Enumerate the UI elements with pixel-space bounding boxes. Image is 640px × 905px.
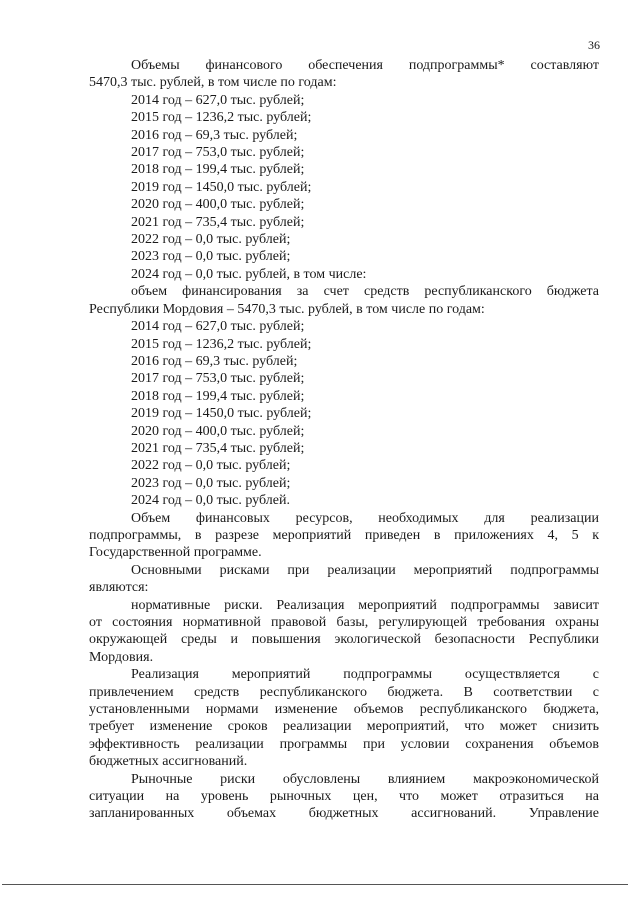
paragraph-line: от состояния нормативной правовой базы, регулирующей требования охраны [89,615,599,630]
list-item: 2016 год – 69,3 тыс. рублей; [131,353,298,369]
list-item: 2020 год – 400,0 тыс. рублей; [131,197,305,213]
list-item: 2017 год – 753,0 тыс. рублей; [131,145,305,161]
document-body [89,57,599,823]
list-item: 2024 год – 0,0 тыс. рублей. [131,493,290,509]
list-item: 2017 год – 753,0 тыс. рублей; [131,371,305,387]
list-item: 2019 год – 1450,0 тыс. рублей; [131,406,312,422]
paragraph-line: Объемы финансового обеспечения подпрограммы* составляют [131,58,599,73]
list-item: 2021 год – 735,4 тыс. рублей; [131,214,305,230]
list-item: 2023 год – 0,0 тыс. рублей; [131,249,291,265]
paragraph-line: Реализация мероприятий подпрограммы осуществляется с [131,667,599,683]
list-item: 2021 год – 735,4 тыс. рублей; [131,440,305,456]
list-item: 2014 год – 627,0 тыс. рублей; [131,92,305,108]
list-item: 2018 год – 199,4 тыс. рублей; [131,162,305,178]
paragraph-line: являются: [89,580,149,596]
paragraph-line: окружающей среды и повышения экологической безопасности Республики [89,632,599,648]
paragraph-line: требует изменение сроков реализации мероприятий, что может снизить [89,719,599,735]
paragraph-line: Рыночные риски обусловлены влиянием макроэкономической [131,771,599,787]
paragraph-line: нормативные риски. Реализация мероприятий подпрограммы зависит [131,597,599,613]
list-item: 2018 год – 199,4 тыс. рублей; [131,388,305,404]
paragraph-line: Республики Мордовия – 5470,3 тыс. рублей, в том числе по годам: [89,301,485,317]
paragraph-line: установленными нормами изменение объемов республиканского бюджета, [89,702,599,718]
page-number: 36 [588,38,600,52]
list-item: 2015 год – 1236,2 тыс. рублей; [131,336,312,352]
paragraph-line: подпрограммы, в разрезе мероприятий приведен в приложениях 4, 5 к [89,527,599,543]
list-item: 2022 год – 0,0 тыс. рублей; [131,232,291,248]
paragraph-line: 5470,3 тыс. рублей, в том числе по годам: [89,75,337,91]
list-item: 2020 год – 400,0 тыс. рублей; [131,423,305,439]
list-item: 2022 год – 0,0 тыс. рублей; [131,458,291,474]
paragraph-line: Государственной программе. [89,545,262,561]
page-bottom-rule [2,884,628,885]
paragraph-line: Объем финансовых ресурсов, необходимых для реализации [131,510,599,526]
paragraph-line: привлечением средств республиканского бюджета. В соответствии с [89,684,599,700]
paragraph-line: бюджетных ассигнований. [89,754,248,770]
list-item: 2014 год – 627,0 тыс. рублей; [131,319,305,335]
paragraph-line: Основными рисками при реализации мероприятий подпрограммы [131,562,599,578]
list-item: 2019 год – 1450,0 тыс. рублей; [131,179,312,195]
paragraph-line: ситуации на уровень рыночных цен, что может отразиться на [89,789,599,805]
list-item: 2024 год – 0,0 тыс. рублей, в том числе: [131,266,367,282]
paragraph-line: эффективность реализации программы при условии сохранения объемов [89,736,599,752]
list-item: 2015 год – 1236,2 тыс. рублей; [131,110,312,126]
list-item: 2016 год – 69,3 тыс. рублей; [131,127,298,143]
paragraph-line: объем финансирования за счет средств республиканского бюджета [131,284,599,300]
list-item: 2023 год – 0,0 тыс. рублей; [131,475,291,491]
paragraph-line: запланированных объемах бюджетных ассигнований. Управление [89,806,599,822]
paragraph-line: Мордовия. [89,649,154,665]
